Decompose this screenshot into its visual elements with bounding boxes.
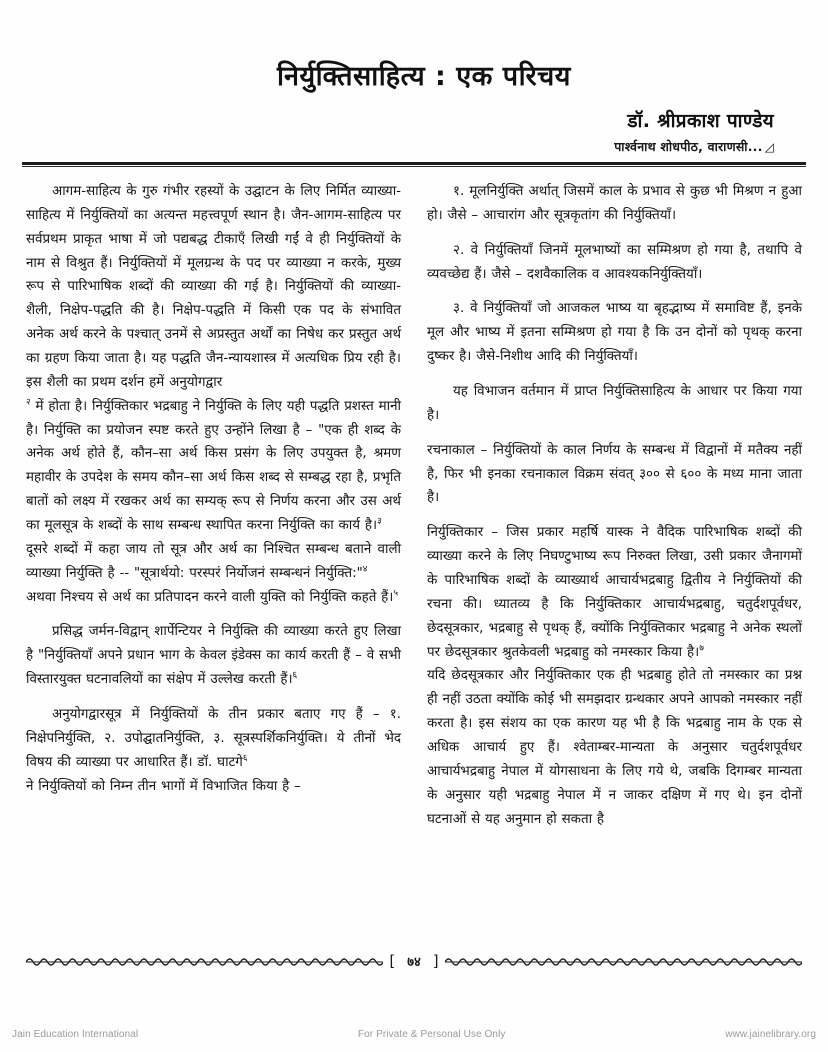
author-affiliation: [40, 138, 774, 155]
page-title: निर्युक्तिसाहित्य : एक परिचय: [277, 61, 571, 92]
page-footer-divider: [26, 952, 802, 970]
paragraph-text: में होता है। निर्युक्तिकार भद्रबाहु ने निर्युक्ति के लिए यही पद्धति प्रशस्त मानी है। निर्युक्ति का प्रयोजन स्पष्ट करते हुए उन्होंने लिखा है – "एक ही शब्द के अनेक अर्थ होते हैं, कौन–सा अर्थ किस प्रसंग के लिए उपयुक्त है, श्रमण महावीर के उपदेश के समय कौन–सा अर्थ किस शब्द से सम्बद्ध रहा है, प्रभृति बातों को लक्ष्य में रखकर अर्थ का सम्यक् रूप से निर्णय करना और उस अर्थ का मूलसूत्र के शब्दों के साथ सम्बन्ध स्थापित करना निर्युक्ति का कार्य है।: [26, 398, 401, 534]
paragraph-text: अथवा निश्चय से अर्थ का प्रतिपादन करने वाली युक्ति को निर्युक्ति कहते हैं।: [26, 589, 394, 605]
paragraph-text: निर्युक्तिकार – जिस प्रकार महर्षि यास्क ने वैदिक पारिभाषिक शब्दों की व्याख्या करने के लिए निघण्टुभाष्य रूप निरुक्त लिखा, उसी प्रकार जैनागमों के पारिभाषिक शब्दों के व्याख्यार्थ आचार्यभद्रबाहु द्वितीय ने निर्युक्तियों की रचना की। ध्यातव्य है कि निर्युक्तिकार आचार्यभद्रबाहु, चतुर्दशपूर्वधर, छेदसूत्रकार, भद्रबाहु से पृथक् हैं, क्योंकि निर्युक्तिकार भद्रबाहु ने अनेक स्थलों पर छेदसूत्रकार श्रुतकेवली भद्रबाहु को नमस्कार किया है।: [427, 525, 802, 660]
paragraph: ने निर्युक्तियों को निम्न तीन भागों में विभाजित किया है –: [26, 778, 301, 794]
paragraph: ३. वे निर्युक्तियाँ जो आजकल भाष्य या बृहद्भाष्य में समाविष्ट हैं, इनके मूल और भाष्य में इतना सम्मिश्रण हो गया है कि उन दोनों को पृथक् करना दुष्कर है। जैसे-निशीथ आदि की निर्युक्तियाँ।: [427, 301, 802, 365]
paragraph: १. मूलनिर्युक्ति अर्थात् जिसमें काल के प्रभाव से कुछ भी मिश्रण न हुआ हो। जैसे – आचारांग और सूत्रकृतांग की निर्युक्तियाँ।: [427, 184, 802, 223]
paragraph: २. वे निर्युक्तियाँ जिनमें मूलभाष्यों का सम्मिश्रण हो गया है, तथापि वे व्यवच्छेद्य हैं। जैसे – दशवैकालिक व आवश्यकनिर्युक्तियाँ।: [427, 242, 802, 282]
scan-footer: [0, 1029, 828, 1040]
squiggle-right-icon: [445, 954, 802, 968]
paragraph: आगम-साहित्य के गुरु गंभीर रहस्यों के उद्घाटन के लिए निर्मित व्याख्या-साहित्य में निर्युक्तियों का अत्यन्त महत्त्वपूर्ण स्थान है। जैन-आगम-साहित्य पर सर्वप्रथम प्राकृत भाषा में जो पद्यबद्ध टीकाएँ लिखी गईं वे ही निर्युक्तियों के नाम से विश्रुत हैं। निर्युक्तियों में मूलग्रन्थ के पद पर व्याख्या न करके, मुख्य रूप से पारिभाषिक शब्दों की व्याख्या की गई है। निर्युक्तियों की व्याख्या-शैली, निक्षेप-पद्धति की है। निक्षेप-पद्धति में किसी एक पद के संभावित अनेक अर्थ करने के पश्चात् उनमें से अप्रस्तुत अर्थों का निषेध कर प्रस्तुत अर्थ का ग्रहण किया जाता है। यह पद्धति जैन-न्यायशास्त्र में अत्यधिक प्रिय रही है। इस शैली का प्रथम दर्शन हमें अनुयोगद्वार: [26, 184, 401, 390]
paragraph-text: अनुयोगद्वारसूत्र में निर्युक्तियों के तीन प्रकार बताए गए हैं – १. निक्षेपनिर्युक्ति, २. उपोद्घातनिर्युक्ति, ३. सूत्रस्पर्शिकनिर्युक्ति। ये तीनों भेद विषय की व्याख्या पर आधारित हैं। डॉ. घाटगे: [26, 707, 401, 770]
footnote-marker: ५: [393, 588, 399, 599]
paragraph: [26, 703, 401, 775]
paragraph-text: प्रसिद्ध जर्मन-विद्वान् शार्पेन्टियर ने निर्युक्ति की व्याख्या करते हुए लिखा है "निर्युक्तियाँ अपने प्रधान भाग के केवल इंडेक्स का कार्य करती हैं – वे सभी विस्तारयुक्त घटनावलियों का संक्षेप में उल्लेख करती हैं।: [26, 624, 401, 688]
paragraph: [26, 620, 401, 692]
body-columns: [0, 168, 828, 842]
footer-right-link[interactable]: www.jainelibrary.org: [725, 1029, 816, 1040]
header-rule-thin: [22, 166, 806, 167]
paragraph: यह विभाजन वर्तमान में प्राप्त निर्युक्तिसाहित्य के आधार पर किया गया है।: [427, 384, 802, 423]
author-name: डॉ. श्रीप्रकाश पाण्डेय: [627, 110, 774, 132]
paragraph: रचनाकाल – निर्युक्तियों के काल निर्णय के सम्बन्ध में विद्वानों में मतैक्य नहीं है, फिर भी इनका रचनाकाल विक्रम संवत् ३०० से ६०० के मध्य माना जाता है।: [427, 442, 802, 506]
page-header: [0, 0, 828, 155]
page-number-bracket-right: ]: [432, 951, 439, 970]
footnote-marker: २: [26, 397, 31, 408]
page-number-bracket-left: [: [389, 951, 396, 970]
left-column: [26, 180, 401, 842]
header-rule: [22, 162, 806, 168]
paragraph-text: दूसरे शब्दों में कहा जाय तो सूत्र और अर्थ का निश्चित सम्बन्ध बताने वाली व्याख्या निर्युक्ति है -- "सूत्रार्थयो: परस्परं निर्योजनं सम्बन्धनं निर्युक्ति:": [26, 541, 401, 581]
author-affiliation-text: पार्श्वनाथ शोधपीठ, वाराणसी...: [614, 139, 763, 154]
right-column: [427, 180, 802, 842]
page-number: ७४: [407, 955, 421, 970]
paragraph: [26, 586, 401, 610]
footnote-marker: ७: [699, 643, 704, 654]
footnote-marker: ३: [377, 516, 382, 527]
footnote-marker: ६: [292, 670, 298, 681]
squiggle-left-icon: [26, 954, 383, 968]
affiliation-tail-mark-icon: ◿: [764, 140, 774, 154]
footer-center-text: For Private & Personal Use Only: [357, 1029, 506, 1040]
footnote-marker: ६: [242, 753, 248, 764]
footer-left-text: Jain Education International: [12, 1029, 139, 1040]
paragraph: [26, 395, 401, 538]
header-rule-thick: [22, 162, 806, 165]
footnote-marker: ४: [362, 564, 368, 575]
author-block: [40, 107, 788, 155]
paragraph: यदि छेदसूत्रकार और निर्युक्तिकार एक ही भद्रबाहु होते तो नमस्कार का प्रश्न ही नहीं उठता क्योंकि कोई भी समझदार ग्रन्थकार अपने आपको नमस्कार नहीं करता है। इस संशय का एक कारण यह भी है कि भद्रबाहु नाम के एक से अधिक आचार्य हुए हैं। श्वेताम्बर-मान्यता के अनुसार चतुर्दशपूर्वधर आचार्यभद्रबाहु नेपाल में योगसाधना के लिए गये थे, जबकि दिगम्बर मान्यता के अनुसार यही भद्रबाहु नेपाल में न जाकर दक्षिण में गए थे। इन दोनों घटनाओं से यह अनुमान हो सकता है: [427, 668, 802, 827]
paragraph: [427, 521, 802, 664]
paragraph: [26, 538, 401, 586]
